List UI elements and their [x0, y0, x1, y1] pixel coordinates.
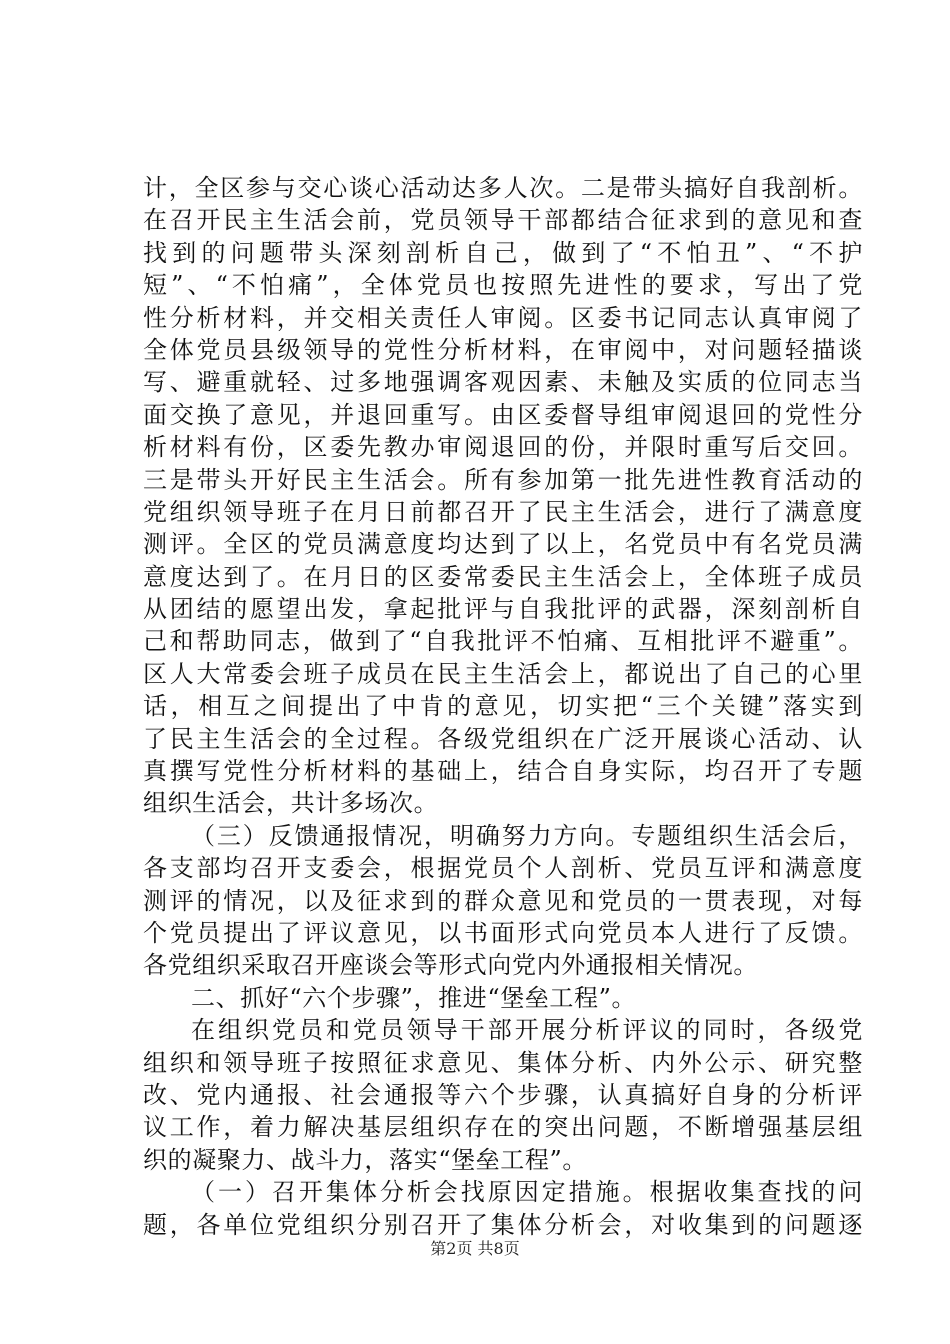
document-body	[143, 172, 863, 1241]
page-number-footer: 第2页 共8页	[430, 1239, 520, 1258]
section-heading: （一）召开集体分析会找原因定措施。根据收集查找的问	[191, 1178, 863, 1207]
text-line: 测评。全区的党员满意度均达到了以上，名党员中有名党员满	[143, 530, 863, 559]
text-line: 在组织党员和党员领导干部开展分析评议的同时，各级党	[191, 1016, 863, 1045]
text-line: 析材料有份，区委先教办审阅退回的份，并限时重写后交回。	[143, 433, 863, 462]
text-line: 组织生活会，共计多场次。	[143, 789, 439, 818]
text-line: 各党组织采取召开座谈会等形式向党内外通报相关情况。	[143, 951, 758, 980]
text-line: 找到的问题带头深刻剖析自己，做到了“不怕丑”、“不护	[143, 238, 863, 267]
text-line: 改、党内通报、社会通报等六个步骤，认真搞好自身的分析评	[143, 1080, 863, 1109]
text-line: 题，各单位党组织分别召开了集体分析会，对收集到的问题逐	[143, 1210, 863, 1239]
text-line: 区人大常委会班子成员在民主生活会上，都说出了自己的心里	[143, 659, 863, 688]
text-line: 议工作，着力解决基层组织存在的突出问题，不断增强基层组	[143, 1113, 863, 1142]
text-line: 个党员提出了评议意见，以书面形式向党员本人进行了反馈。	[143, 918, 863, 947]
text-line: 写、避重就轻、过多地强调客观因素、未触及实质的位同志当	[143, 368, 863, 397]
text-line: 在召开民主生活会前，党员领导干部都结合征求到的意见和查	[143, 206, 863, 235]
text-line: 计，全区参与交心谈心活动达多人次。二是带头搞好自我剖析。	[143, 174, 863, 202]
text-line: 党组织领导班子在月日前都召开了民主生活会，进行了满意度	[143, 497, 863, 526]
text-line: 全体党员县级领导的党性分析材料，在审阅中，对问题轻描谈	[143, 335, 863, 364]
text-line: 各支部均召开支委会，根据党员个人剖析、党员互评和满意度	[143, 854, 863, 883]
text-line: 测评的情况，以及征求到的群众意见和党员的一贯表现，对每	[143, 886, 863, 915]
text-line: 短”、“不怕痛”，全体党员也按照先进性的要求，写出了党	[143, 271, 863, 300]
text-line: 组织和领导班子按照征求意见、集体分析、内外公示、研究整	[143, 1048, 863, 1077]
section-heading: （三）反馈通报情况，明确努力方向。专题组织生活会后，	[191, 821, 863, 850]
text-line: 性分析材料，并交相关责任人审阅。区委书记同志认真审阅了	[143, 303, 863, 332]
text-line: 己和帮助同志，做到了“自我批评不怕痛、互相批评不避重”。	[143, 627, 863, 656]
text-line: 话，相互之间提出了中肯的意见，切实把“三个关键”落实到	[143, 692, 863, 721]
text-line: 织的凝聚力、战斗力，落实“堡垒工程”。	[143, 1145, 587, 1174]
text-line: 三是带头开好民主生活会。所有参加第一批先进性教育活动的	[143, 465, 863, 494]
text-line: 从团结的愿望出发，拿起批评与自我批评的武器，深刻剖析自	[143, 595, 863, 624]
text-line: 面交换了意见，并退回重写。由区委督导组审阅退回的党性分	[143, 400, 863, 429]
section-heading: 二、抓好“六个步骤”，推进“堡垒工程”。	[191, 983, 637, 1012]
text-line: 了民主生活会的全过程。各级党组织在广泛开展谈心活动、认	[143, 724, 863, 753]
text-line: 真撰写党性分析材料的基础上，结合自身实际，均召开了专题	[143, 757, 863, 786]
text-line: 意度达到了。在月日的区委常委民主生活会上，全体班子成员	[143, 562, 863, 591]
